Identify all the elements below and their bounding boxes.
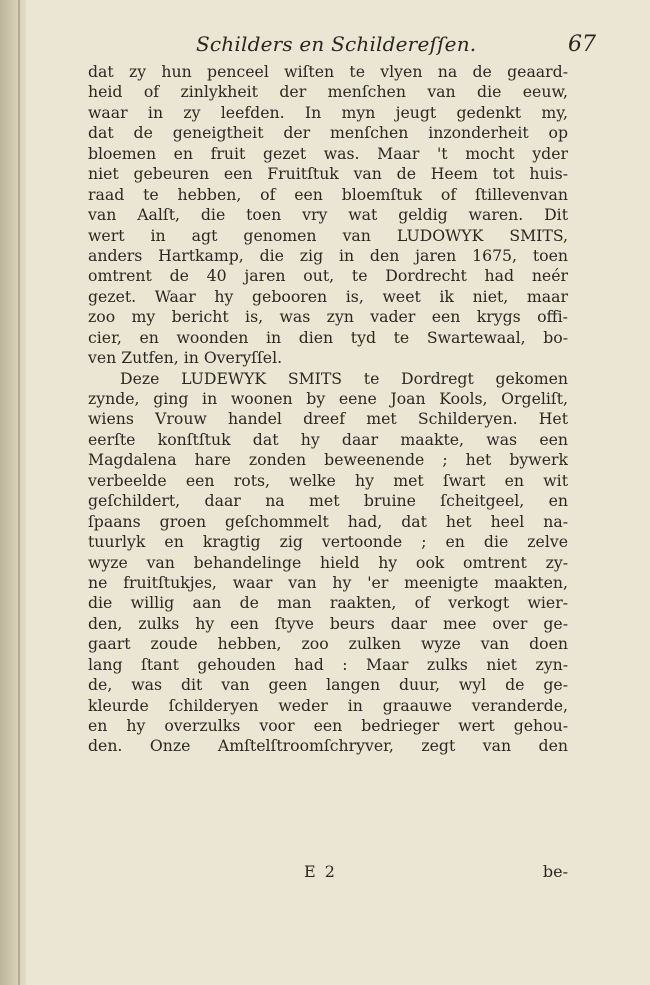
text-line: bloemen en fruit gezet was. Maar 't mocht yder — [88, 143, 568, 163]
text-line: en hy overzulks voor een bedrieger wert gehou- — [88, 716, 568, 735]
text-line: van Aalſt, die toen vry wat geldig waren. Dit — [88, 205, 568, 225]
text-line: lang ſtant gehouden had : Maar zulks niet zyn- — [88, 654, 568, 674]
text-line: Deze LUDEWYK SMITS te Dordregt gekomen — [120, 368, 568, 388]
text-line: die willig aan de man raakten, of verkogt wier- — [88, 593, 568, 613]
text-line: wiens Vrouw handel dreef met Schilderyen. Het — [88, 409, 568, 429]
text-line: Magdalena hare zonden beweenende ; het bywerk — [88, 450, 568, 470]
book-page — [26, 0, 650, 985]
text-line: eerſte konſtſtuk dat hy daar maakte, was een — [88, 429, 568, 449]
text-line: ven Zutfen, in Overyſſel. — [88, 348, 283, 368]
text-line: verbeelde een rots, welke hy met ſwart en wit — [88, 470, 568, 490]
text-line: raad te hebben, of een bloemſtuk of ſtillevenvan — [88, 184, 568, 204]
text-line: de, was dit van geen langen duur, wyl de ge- — [88, 675, 568, 695]
text-line: den. Onze Amſtelſtroomſchryver, zegt van den — [88, 736, 568, 756]
text-line: geſchildert, daar na met bruine ſcheitgeel, en — [88, 491, 568, 511]
text-line: ne fruitſtukjes, waar van hy 'er meenigte maakten, — [88, 572, 568, 592]
body-text — [88, 62, 568, 757]
text-line: wyze van behandelinge hield hy ook omtrent zy- — [88, 552, 568, 572]
page-header — [176, 28, 596, 62]
text-line: niet gebeuren een Fruitſtuk van de Heem tot huis- — [88, 164, 568, 184]
text-line: cier, en woonden in dien tyd te Swartewaal, bo- — [88, 327, 568, 347]
text-line: dat de geneigtheit der menſchen inzonderheit op — [88, 123, 568, 143]
text-line: gaart zoude hebben, zoo zulken wyze van doen — [88, 634, 568, 654]
text-line: ſpaans groen geſchommelt had, dat het heel na- — [88, 511, 568, 531]
text-line: zynde, ging in woonen by eene Joan Kools, Orgeliſt, — [88, 389, 568, 408]
page-footer — [88, 862, 568, 886]
text-line: omtrent de 40 jaren out, te Dordrecht had neér — [88, 266, 568, 286]
text-line: heid of zinlykheit der menſchen van die eeuw, — [88, 82, 568, 102]
running-title: Schilders en Schildereſſen. — [196, 32, 477, 56]
text-line: anders Hartkamp, die zig in den jaren 1675, toen — [88, 245, 568, 265]
text-line: zoo my bericht is, was zyn vader een krygs offi- — [88, 307, 568, 327]
binding-edge — [18, 0, 20, 985]
book-binding — [0, 0, 26, 985]
text-line: gezet. Waar hy gebooren is, weet ik niet, maar — [88, 286, 568, 306]
text-line: dat zy hun penceel wiſten te vlyen na de geaard- — [88, 62, 568, 81]
page-number: 67 — [568, 32, 596, 57]
text-line: kleurde ſchilderyen weder in graauwe veranderde, — [88, 695, 568, 715]
catchword: be- — [542, 862, 568, 881]
text-line: waar in zy leefden. In myn jeugt gedenkt my, — [88, 102, 568, 122]
text-line: wert in agt genomen van LUDOWYK SMITS, — [88, 225, 568, 245]
signature-mark: E 2 — [304, 862, 337, 881]
text-line: den, zulks hy een ſtyve beurs daar mee over ge- — [88, 613, 568, 633]
text-line: tuurlyk en kragtig zig vertoonde ; en die zelve — [88, 532, 568, 552]
